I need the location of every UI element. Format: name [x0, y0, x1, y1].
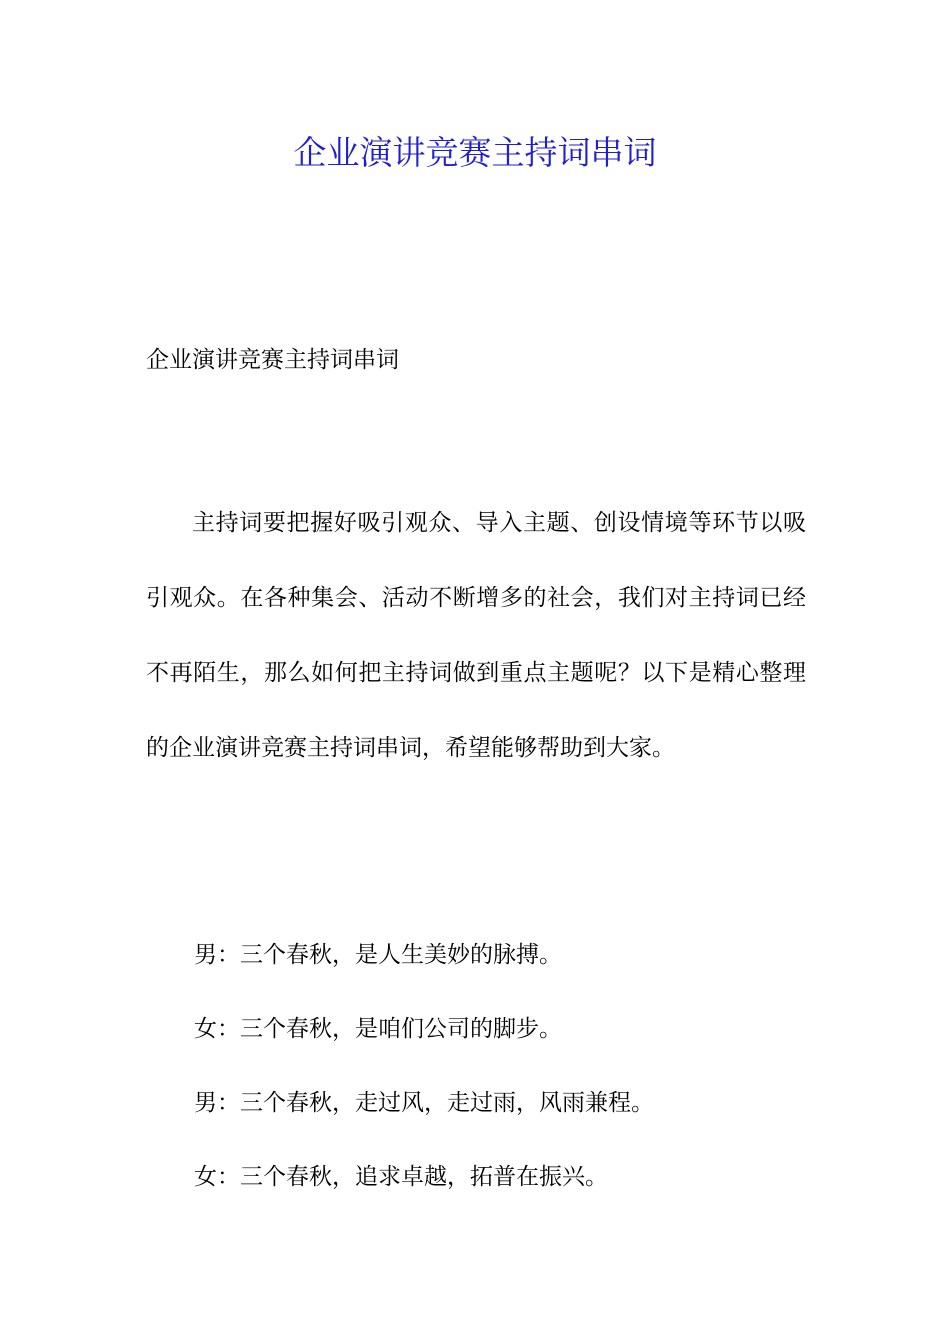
dialogue-list: [194, 935, 654, 1231]
dialogue-line: 女：三个春秋，追求卓越，拓普在振兴。: [194, 1164, 608, 1190]
intro-paragraph: 主持词要把握好吸引观众、导入主题、创设情境等环节以吸引观众。在各种集会、活动不断增多的社会，我们对主持词已经不再陌生，那么如何把主持词做到重点主题呢？以下是精心整理的企业演讲竞赛主持词串词，希望能够帮助到大家。: [146, 510, 806, 761]
document-subtitle: 企业演讲竞赛主持词串词: [146, 347, 399, 373]
document-title: 企业演讲竞赛主持词串词: [293, 133, 657, 172]
dialogue-line: 男：三个春秋，走过风，走过雨，风雨兼程。: [194, 1090, 654, 1116]
dialogue-line: 女：三个春秋，是咱们公司的脚步。: [194, 1016, 562, 1042]
dialogue-line: 男：三个春秋，是人生美妙的脉搏。: [194, 942, 562, 968]
